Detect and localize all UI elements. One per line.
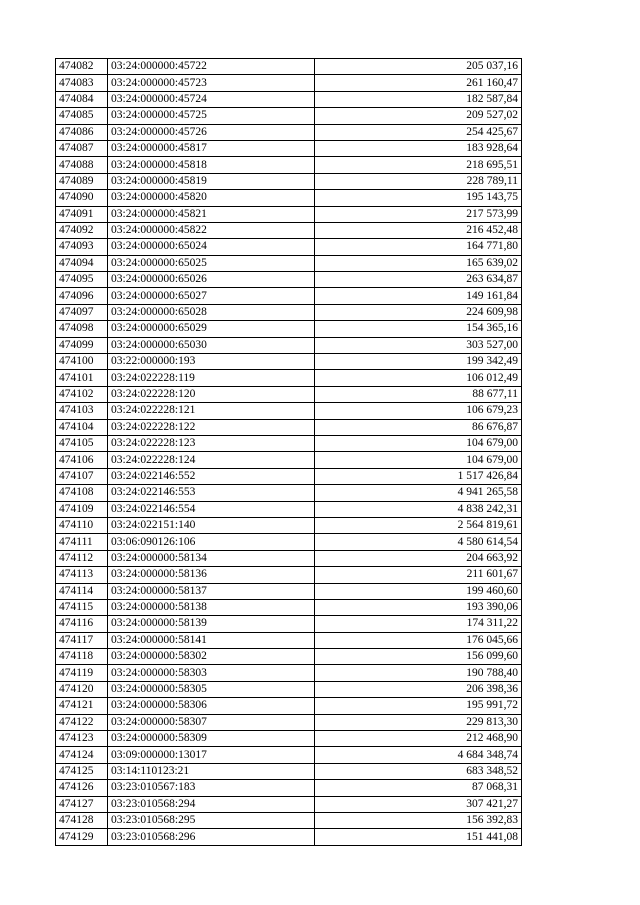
row-id-cell: 474125 [56, 763, 108, 779]
value-cell: 154 365,16 [315, 321, 522, 337]
row-id-cell: 474091 [56, 206, 108, 222]
row-id-cell: 474089 [56, 173, 108, 189]
row-id-cell: 474083 [56, 75, 108, 91]
table-row [56, 108, 522, 124]
row-id-cell: 474107 [56, 468, 108, 484]
table-row [56, 829, 522, 845]
table-row [56, 222, 522, 238]
row-id-cell: 474127 [56, 796, 108, 812]
value-cell: 87 068,31 [315, 780, 522, 796]
cadastral-number-cell: 03:24:022146:554 [108, 501, 315, 517]
cadastral-number-cell: 03:24:022228:119 [108, 370, 315, 386]
value-cell: 229 813,30 [315, 714, 522, 730]
cadastral-number-cell: 03:24:000000:58307 [108, 714, 315, 730]
value-cell: 174 311,22 [315, 616, 522, 632]
table-row [56, 419, 522, 435]
table-row [56, 632, 522, 648]
cadastral-number-cell: 03:24:000000:65028 [108, 304, 315, 320]
table-row [56, 812, 522, 828]
value-cell: 195 991,72 [315, 698, 522, 714]
value-cell: 164 771,80 [315, 239, 522, 255]
value-cell: 204 663,92 [315, 550, 522, 566]
row-id-cell: 474100 [56, 354, 108, 370]
row-id-cell: 474086 [56, 124, 108, 140]
row-id-cell: 474095 [56, 272, 108, 288]
cadastral-number-cell: 03:24:022228:123 [108, 435, 315, 451]
table-row [56, 796, 522, 812]
row-id-cell: 474123 [56, 731, 108, 747]
cadastral-number-cell: 03:24:000000:45820 [108, 190, 315, 206]
row-id-cell: 474094 [56, 255, 108, 271]
row-id-cell: 474088 [56, 157, 108, 173]
table-row [56, 731, 522, 747]
cadastral-number-cell: 03:24:000000:58138 [108, 599, 315, 615]
value-cell: 205 037,16 [315, 59, 522, 75]
row-id-cell: 474097 [56, 304, 108, 320]
value-cell: 303 527,00 [315, 337, 522, 353]
table-row [56, 288, 522, 304]
row-id-cell: 474092 [56, 222, 108, 238]
row-id-cell: 474082 [56, 59, 108, 75]
value-cell: 211 601,67 [315, 567, 522, 583]
value-cell: 106 679,23 [315, 403, 522, 419]
value-cell: 1 517 426,84 [315, 468, 522, 484]
value-cell: 199 460,60 [315, 583, 522, 599]
row-id-cell: 474093 [56, 239, 108, 255]
value-cell: 224 609,98 [315, 304, 522, 320]
cadastral-number-cell: 03:24:000000:45723 [108, 75, 315, 91]
row-id-cell: 474106 [56, 452, 108, 468]
cadastral-number-cell: 03:24:022151:140 [108, 517, 315, 533]
table-row [56, 272, 522, 288]
table-row [56, 435, 522, 451]
cadastral-number-cell: 03:23:010567:183 [108, 780, 315, 796]
cadastral-number-cell: 03:24:000000:58136 [108, 567, 315, 583]
value-cell: 212 468,90 [315, 731, 522, 747]
table-row [56, 354, 522, 370]
table-row [56, 583, 522, 599]
cadastral-number-cell: 03:24:000000:58134 [108, 550, 315, 566]
value-cell: 88 677,11 [315, 386, 522, 402]
row-id-cell: 474103 [56, 403, 108, 419]
row-id-cell: 474126 [56, 780, 108, 796]
row-id-cell: 474129 [56, 829, 108, 845]
table-row [56, 386, 522, 402]
cadastral-number-cell: 03:24:022146:553 [108, 485, 315, 501]
value-cell: 228 789,11 [315, 173, 522, 189]
cadastral-number-cell: 03:23:010568:295 [108, 812, 315, 828]
value-cell: 199 342,49 [315, 354, 522, 370]
row-id-cell: 474108 [56, 485, 108, 501]
table-row [56, 517, 522, 533]
value-cell: 151 441,08 [315, 829, 522, 845]
table-row [56, 370, 522, 386]
table-row [56, 59, 522, 75]
cadastral-number-cell: 03:24:000000:58139 [108, 616, 315, 632]
cadastral-number-cell: 03:24:000000:58309 [108, 731, 315, 747]
cadastral-number-cell: 03:24:000000:65025 [108, 255, 315, 271]
cadastral-number-cell: 03:24:022228:121 [108, 403, 315, 419]
value-cell: 4 684 348,74 [315, 747, 522, 763]
row-id-cell: 474124 [56, 747, 108, 763]
value-cell: 190 788,40 [315, 665, 522, 681]
table-row [56, 157, 522, 173]
cadastral-number-cell: 03:24:000000:45821 [108, 206, 315, 222]
cadastral-number-cell: 03:24:000000:65027 [108, 288, 315, 304]
row-id-cell: 474122 [56, 714, 108, 730]
table-row [56, 452, 522, 468]
table-row [56, 255, 522, 271]
value-cell: 182 587,84 [315, 91, 522, 107]
row-id-cell: 474099 [56, 337, 108, 353]
row-id-cell: 474112 [56, 550, 108, 566]
value-cell: 206 398,36 [315, 681, 522, 697]
table-row [56, 616, 522, 632]
value-cell: 156 099,60 [315, 649, 522, 665]
cadastral-number-cell: 03:24:000000:65029 [108, 321, 315, 337]
table-row [56, 75, 522, 91]
value-cell: 106 012,49 [315, 370, 522, 386]
table-row [56, 239, 522, 255]
table-row [56, 665, 522, 681]
cadastral-number-cell: 03:24:000000:45725 [108, 108, 315, 124]
row-id-cell: 474111 [56, 534, 108, 550]
row-id-cell: 474096 [56, 288, 108, 304]
row-id-cell: 474119 [56, 665, 108, 681]
table-row [56, 190, 522, 206]
table-row [56, 337, 522, 353]
cadastral-number-cell: 03:24:000000:65030 [108, 337, 315, 353]
table-body [56, 59, 522, 846]
value-cell: 176 045,66 [315, 632, 522, 648]
cadastral-number-cell: 03:24:000000:45817 [108, 140, 315, 156]
row-id-cell: 474116 [56, 616, 108, 632]
cadastral-number-cell: 03:24:000000:45724 [108, 91, 315, 107]
value-cell: 4 941 265,58 [315, 485, 522, 501]
value-cell: 261 160,47 [315, 75, 522, 91]
table-row [56, 140, 522, 156]
value-cell: 193 390,06 [315, 599, 522, 615]
value-cell: 149 161,84 [315, 288, 522, 304]
cadastral-number-cell: 03:09:000000:13017 [108, 747, 315, 763]
row-id-cell: 474110 [56, 517, 108, 533]
cadastral-number-cell: 03:24:022228:120 [108, 386, 315, 402]
table-row [56, 763, 522, 779]
row-id-cell: 474117 [56, 632, 108, 648]
cadastral-number-cell: 03:06:090126:106 [108, 534, 315, 550]
table-row [56, 124, 522, 140]
row-id-cell: 474120 [56, 681, 108, 697]
table-row [56, 501, 522, 517]
table-row [56, 321, 522, 337]
row-id-cell: 474090 [56, 190, 108, 206]
cadastral-number-cell: 03:14:110123:21 [108, 763, 315, 779]
table-row [56, 714, 522, 730]
cadastral-number-cell: 03:24:022146:552 [108, 468, 315, 484]
cadastral-number-cell: 03:24:000000:58305 [108, 681, 315, 697]
row-id-cell: 474102 [56, 386, 108, 402]
cadastral-number-cell: 03:24:000000:58137 [108, 583, 315, 599]
cadastral-number-cell: 03:22:000000:193 [108, 354, 315, 370]
row-id-cell: 474115 [56, 599, 108, 615]
row-id-cell: 474087 [56, 140, 108, 156]
value-cell: 104 679,00 [315, 435, 522, 451]
table-row [56, 698, 522, 714]
table-row [56, 173, 522, 189]
table-row [56, 403, 522, 419]
cadastral-number-cell: 03:24:000000:58302 [108, 649, 315, 665]
cadastral-number-cell: 03:23:010568:294 [108, 796, 315, 812]
row-id-cell: 474084 [56, 91, 108, 107]
row-id-cell: 474085 [56, 108, 108, 124]
data-table [55, 58, 522, 846]
cadastral-number-cell: 03:24:000000:45819 [108, 173, 315, 189]
value-cell: 195 143,75 [315, 190, 522, 206]
table-row [56, 206, 522, 222]
table-row [56, 468, 522, 484]
table-row [56, 550, 522, 566]
cadastral-number-cell: 03:24:000000:58141 [108, 632, 315, 648]
table-row [56, 681, 522, 697]
row-id-cell: 474101 [56, 370, 108, 386]
value-cell: 209 527,02 [315, 108, 522, 124]
value-cell: 216 452,48 [315, 222, 522, 238]
cadastral-number-cell: 03:24:000000:58303 [108, 665, 315, 681]
row-id-cell: 474104 [56, 419, 108, 435]
cadastral-number-cell: 03:24:022228:124 [108, 452, 315, 468]
cadastral-number-cell: 03:24:022228:122 [108, 419, 315, 435]
table-row [56, 304, 522, 320]
cadastral-number-cell: 03:24:000000:45818 [108, 157, 315, 173]
row-id-cell: 474109 [56, 501, 108, 517]
value-cell: 156 392,83 [315, 812, 522, 828]
cadastral-number-cell: 03:24:000000:45822 [108, 222, 315, 238]
table-row [56, 567, 522, 583]
value-cell: 263 634,87 [315, 272, 522, 288]
value-cell: 2 564 819,61 [315, 517, 522, 533]
row-id-cell: 474128 [56, 812, 108, 828]
cadastral-number-cell: 03:24:000000:58306 [108, 698, 315, 714]
table-row [56, 485, 522, 501]
table-row [56, 780, 522, 796]
value-cell: 683 348,52 [315, 763, 522, 779]
value-cell: 254 425,67 [315, 124, 522, 140]
value-cell: 165 639,02 [315, 255, 522, 271]
value-cell: 4 838 242,31 [315, 501, 522, 517]
table-row [56, 534, 522, 550]
value-cell: 217 573,99 [315, 206, 522, 222]
row-id-cell: 474118 [56, 649, 108, 665]
value-cell: 307 421,27 [315, 796, 522, 812]
table-row [56, 599, 522, 615]
row-id-cell: 474098 [56, 321, 108, 337]
row-id-cell: 474114 [56, 583, 108, 599]
table-row [56, 649, 522, 665]
cadastral-number-cell: 03:24:000000:45722 [108, 59, 315, 75]
value-cell: 4 580 614,54 [315, 534, 522, 550]
value-cell: 183 928,64 [315, 140, 522, 156]
cadastral-number-cell: 03:24:000000:45726 [108, 124, 315, 140]
value-cell: 86 676,87 [315, 419, 522, 435]
cadastral-number-cell: 03:23:010568:296 [108, 829, 315, 845]
table-row [56, 747, 522, 763]
row-id-cell: 474105 [56, 435, 108, 451]
table-row [56, 91, 522, 107]
value-cell: 218 695,51 [315, 157, 522, 173]
row-id-cell: 474121 [56, 698, 108, 714]
row-id-cell: 474113 [56, 567, 108, 583]
cadastral-number-cell: 03:24:000000:65026 [108, 272, 315, 288]
value-cell: 104 679,00 [315, 452, 522, 468]
cadastral-number-cell: 03:24:000000:65024 [108, 239, 315, 255]
